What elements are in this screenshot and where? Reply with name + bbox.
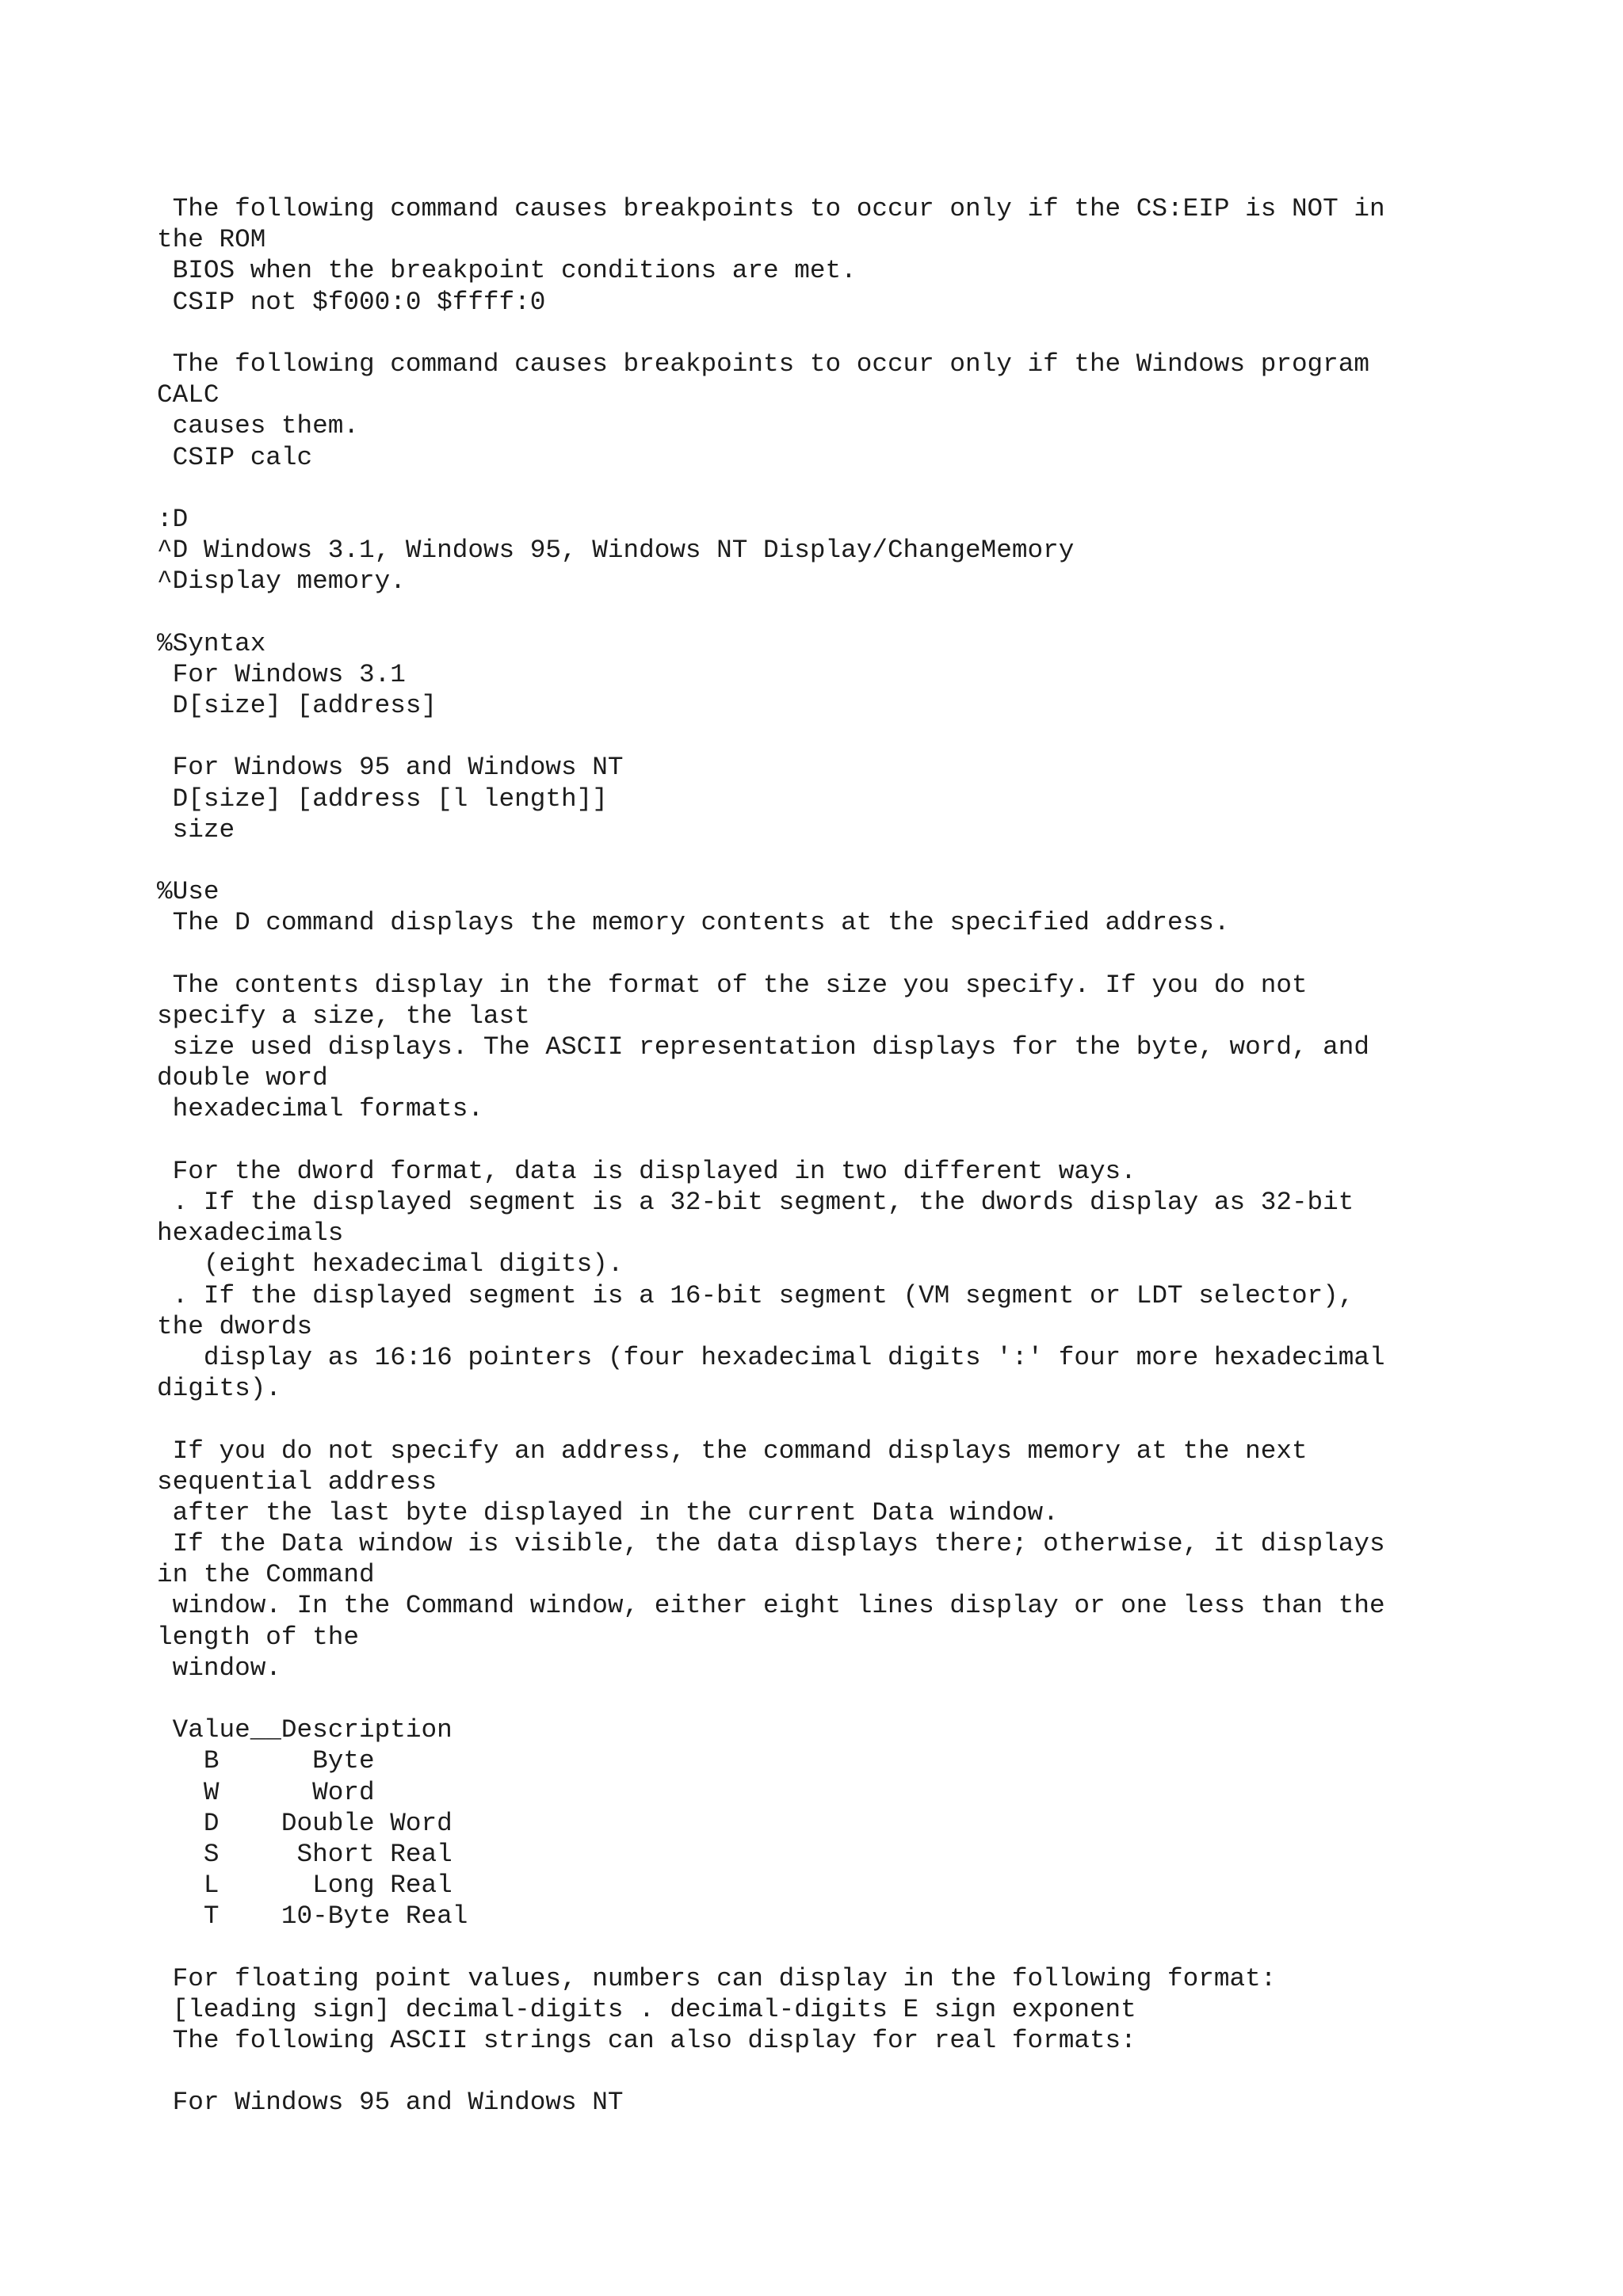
text-line	[157, 721, 1544, 752]
text-line: The following ASCII strings can also display for real formats:	[157, 2026, 1136, 2056]
text-line: CSIP calc	[157, 442, 313, 472]
text-line: hexadecimal formats.	[157, 1094, 483, 1124]
text-line: after the last byte displayed in the current Data window.	[157, 1497, 1059, 1527]
text-line	[157, 845, 1544, 876]
text-line: L Long Real	[157, 1871, 453, 1901]
text-line: The D command displays the memory contents at the specified address.	[157, 908, 1230, 938]
text-line: For Windows 3.1	[157, 659, 406, 689]
text-line	[157, 1684, 1544, 1714]
text-line: size	[157, 814, 235, 845]
text-line: D[size] [address]	[157, 691, 437, 720]
text-line: If the Data window is visible, the data displays there; otherwise, it displays	[157, 1529, 1385, 1559]
text-line: D[size] [address [l length]]	[157, 784, 608, 814]
text-line: in the Command	[157, 1560, 375, 1590]
text-line: D Double Word	[157, 1808, 453, 1838]
text-line: length of the	[157, 1622, 360, 1652]
text-line: window. In the Command window, either eight lines display or one less than the	[157, 1591, 1385, 1621]
text-line: sequential address	[157, 1466, 437, 1497]
text-line: double word	[157, 1063, 328, 1093]
text-line: The following command causes breakpoints to occur only if the Windows program	[157, 349, 1370, 379]
text-line: the dwords	[157, 1311, 313, 1341]
text-line: (eight hexadecimal digits).	[157, 1249, 624, 1280]
text-line: the ROM	[157, 225, 266, 255]
text-line	[157, 1125, 1544, 1156]
text-line: display as 16:16 pointers (four hexadecimal digits ':' four more hexadecimal	[157, 1342, 1385, 1372]
text-line	[157, 473, 1544, 504]
text-line: The following command causes breakpoints to occur only if the CS:EIP is NOT in	[157, 194, 1385, 223]
text-line: window.	[157, 1653, 281, 1683]
text-line: S Short Real	[157, 1839, 453, 1869]
text-line: T 10-Byte Real	[157, 1901, 468, 1932]
text-line: BIOS when the breakpoint conditions are met.	[157, 256, 857, 286]
text-line: [leading sign] decimal-digits . decimal-digits E sign exponent	[157, 1994, 1136, 2024]
text-line	[157, 2056, 1544, 2087]
text-line: CSIP not $f000:0 $ffff:0	[157, 287, 546, 317]
text-line: ^D Windows 3.1, Windows 95, Windows NT Display/ChangeMemory	[157, 536, 1075, 566]
text-line: For the dword format, data is displayed in two different ways.	[157, 1156, 1136, 1186]
text-line: The contents display in the format of the size you specify. If you do not	[157, 970, 1308, 1000]
text-line: hexadecimals	[157, 1219, 344, 1249]
text-line: Value__Description	[157, 1715, 453, 1745]
text-line: For Windows 95 and Windows NT	[157, 753, 624, 783]
text-line: digits).	[157, 1374, 281, 1404]
text-line: ^Display memory.	[157, 566, 406, 597]
text-line	[157, 318, 1544, 349]
text-line: %Use	[157, 877, 220, 907]
text-line	[157, 939, 1544, 970]
text-line: specify a size, the last	[157, 1001, 530, 1031]
text-line: :D	[157, 504, 189, 534]
text-line: causes them.	[157, 411, 360, 441]
text-line	[157, 1932, 1544, 1963]
text-line: For floating point values, numbers can display in the following format:	[157, 1963, 1277, 1993]
text-line: B Byte	[157, 1746, 375, 1776]
text-line: . If the displayed segment is a 16-bit segment (VM segment or LDT selector),	[157, 1280, 1354, 1310]
text-line	[157, 597, 1544, 627]
text-line: W Word	[157, 1777, 375, 1807]
text-line: If you do not specify an address, the command displays memory at the next	[157, 1436, 1308, 1466]
text-line: For Windows 95 and Windows NT	[157, 2088, 624, 2118]
text-line	[157, 1404, 1544, 1435]
text-line: size used displays. The ASCII representation displays for the byte, word, and	[157, 1032, 1370, 1062]
text-line: %Syntax	[157, 628, 266, 658]
text-line: CALC	[157, 380, 220, 410]
text-line: . If the displayed segment is a 32-bit segment, the dwords display as 32-bit	[157, 1188, 1354, 1217]
document-text	[157, 193, 1544, 2119]
